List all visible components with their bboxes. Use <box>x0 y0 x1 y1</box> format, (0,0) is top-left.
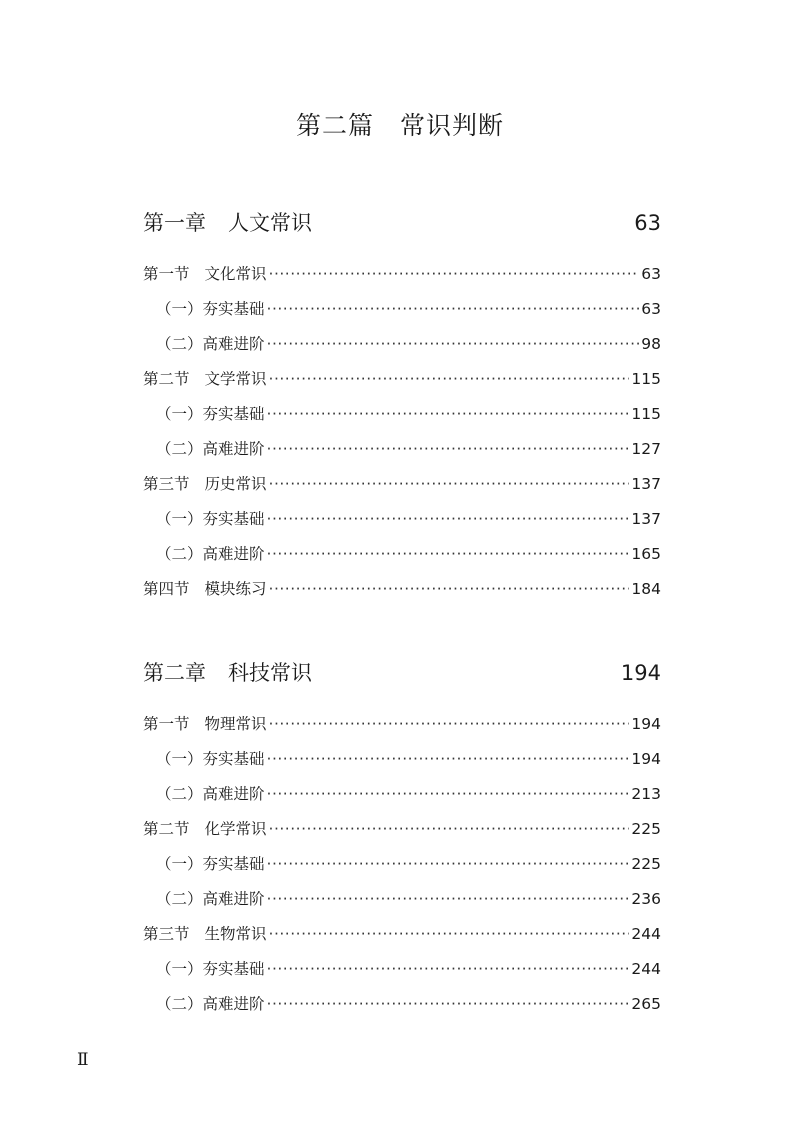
dot-leader <box>267 960 630 978</box>
dot-leader <box>269 925 630 943</box>
toc-subsection[interactable] <box>143 747 661 782</box>
section-name: 化学常识 <box>204 820 267 838</box>
toc-subsection[interactable] <box>143 402 661 437</box>
entry-page: 225 <box>631 820 661 838</box>
entry-page: 127 <box>631 440 661 458</box>
entry-page: 184 <box>631 580 661 598</box>
subsection-name: 夯实基础 <box>202 510 265 528</box>
subsection-name: 夯实基础 <box>202 855 265 873</box>
toc-section[interactable] <box>143 922 661 957</box>
subsection-label: （一） <box>156 855 203 873</box>
entry-page: 137 <box>631 510 661 528</box>
section-name: 模块练习 <box>204 580 267 598</box>
subsection-name: 夯实基础 <box>202 750 265 768</box>
dot-leader <box>269 265 640 283</box>
chapter-heading[interactable] <box>143 207 661 237</box>
entry-page: 244 <box>631 925 661 943</box>
toc-subsection[interactable] <box>143 507 661 542</box>
subsection-label: （二） <box>156 995 203 1013</box>
toc-section[interactable] <box>143 712 661 747</box>
subsection-label: （二） <box>156 335 203 353</box>
dot-leader <box>267 545 630 563</box>
subsection-name: 高难进阶 <box>202 440 265 458</box>
dot-leader <box>267 300 640 318</box>
entry-page: 236 <box>631 890 661 908</box>
dot-leader <box>267 785 630 803</box>
dot-leader <box>269 475 630 493</box>
subsection-label: （二） <box>156 545 203 563</box>
subsection-name: 夯实基础 <box>202 960 265 978</box>
entry-page: 137 <box>631 475 661 493</box>
toc-subsection[interactable] <box>143 957 661 992</box>
subsection-label: （二） <box>156 785 203 803</box>
subsection-name: 高难进阶 <box>202 890 265 908</box>
dot-leader <box>269 820 630 838</box>
part-label: 第二篇 <box>295 111 374 140</box>
dot-leader <box>267 750 630 768</box>
toc-subsection[interactable] <box>143 297 661 332</box>
entry-page: 63 <box>641 300 661 318</box>
entry-page: 115 <box>631 370 661 388</box>
page-number: Ⅱ <box>77 1050 89 1070</box>
entry-page: 63 <box>641 265 661 283</box>
toc-subsection[interactable] <box>143 332 661 367</box>
subsection-label: （一） <box>156 405 203 423</box>
section-label: 第三节 <box>143 925 190 943</box>
chapter-label: 第一章 <box>143 211 206 235</box>
toc-section[interactable] <box>143 817 661 852</box>
subsection-name: 高难进阶 <box>202 335 265 353</box>
entry-page: 194 <box>631 750 661 768</box>
entry-page: 165 <box>631 545 661 563</box>
dot-leader <box>267 995 630 1013</box>
chapter-name: 人文常识 <box>228 211 312 235</box>
toc-list <box>143 262 661 612</box>
entry-page: 244 <box>631 960 661 978</box>
toc-subsection[interactable] <box>143 542 661 577</box>
dot-leader <box>269 580 630 598</box>
section-label: 第一节 <box>143 265 190 283</box>
toc-list <box>143 712 661 1027</box>
dot-leader <box>267 855 630 873</box>
section-name: 生物常识 <box>204 925 267 943</box>
chapter-page: 63 <box>634 211 661 235</box>
part-title <box>0 106 800 142</box>
entry-page: 225 <box>631 855 661 873</box>
entry-page: 213 <box>631 785 661 803</box>
subsection-label: （一） <box>156 510 203 528</box>
entry-page: 98 <box>641 335 661 353</box>
toc-subsection[interactable] <box>143 992 661 1027</box>
entry-page: 265 <box>631 995 661 1013</box>
toc-section[interactable] <box>143 367 661 402</box>
dot-leader <box>267 510 630 528</box>
chapter-page: 194 <box>620 661 661 685</box>
subsection-name: 夯实基础 <box>202 405 265 423</box>
subsection-name: 夯实基础 <box>202 300 265 318</box>
toc-section[interactable] <box>143 262 661 297</box>
subsection-name: 高难进阶 <box>202 785 265 803</box>
toc-subsection[interactable] <box>143 852 661 887</box>
section-name: 历史常识 <box>204 475 267 493</box>
chapter-heading[interactable] <box>143 657 661 687</box>
part-name: 常识判断 <box>400 111 505 140</box>
subsection-name: 高难进阶 <box>202 545 265 563</box>
toc-subsection[interactable] <box>143 782 661 817</box>
section-name: 物理常识 <box>204 715 267 733</box>
section-label: 第二节 <box>143 370 190 388</box>
dot-leader <box>267 335 640 353</box>
dot-leader <box>269 370 630 388</box>
entry-page: 194 <box>631 715 661 733</box>
dot-leader <box>267 440 630 458</box>
section-label: 第一节 <box>143 715 190 733</box>
chapter-name: 科技常识 <box>228 661 312 685</box>
subsection-label: （一） <box>156 300 203 318</box>
dot-leader <box>267 890 630 908</box>
dot-leader <box>267 405 630 423</box>
toc-subsection[interactable] <box>143 887 661 922</box>
subsection-label: （一） <box>156 750 203 768</box>
subsection-name: 高难进阶 <box>202 995 265 1013</box>
section-name: 文学常识 <box>204 370 267 388</box>
section-name: 文化常识 <box>204 265 267 283</box>
section-label: 第四节 <box>143 580 190 598</box>
chapter-label: 第二章 <box>143 661 206 685</box>
subsection-label: （二） <box>156 440 203 458</box>
toc-section[interactable] <box>143 577 661 612</box>
toc-section[interactable] <box>143 472 661 507</box>
dot-leader <box>269 715 630 733</box>
subsection-label: （一） <box>156 960 203 978</box>
section-label: 第三节 <box>143 475 190 493</box>
toc-subsection[interactable] <box>143 437 661 472</box>
section-label: 第二节 <box>143 820 190 838</box>
entry-page: 115 <box>631 405 661 423</box>
subsection-label: （二） <box>156 890 203 908</box>
